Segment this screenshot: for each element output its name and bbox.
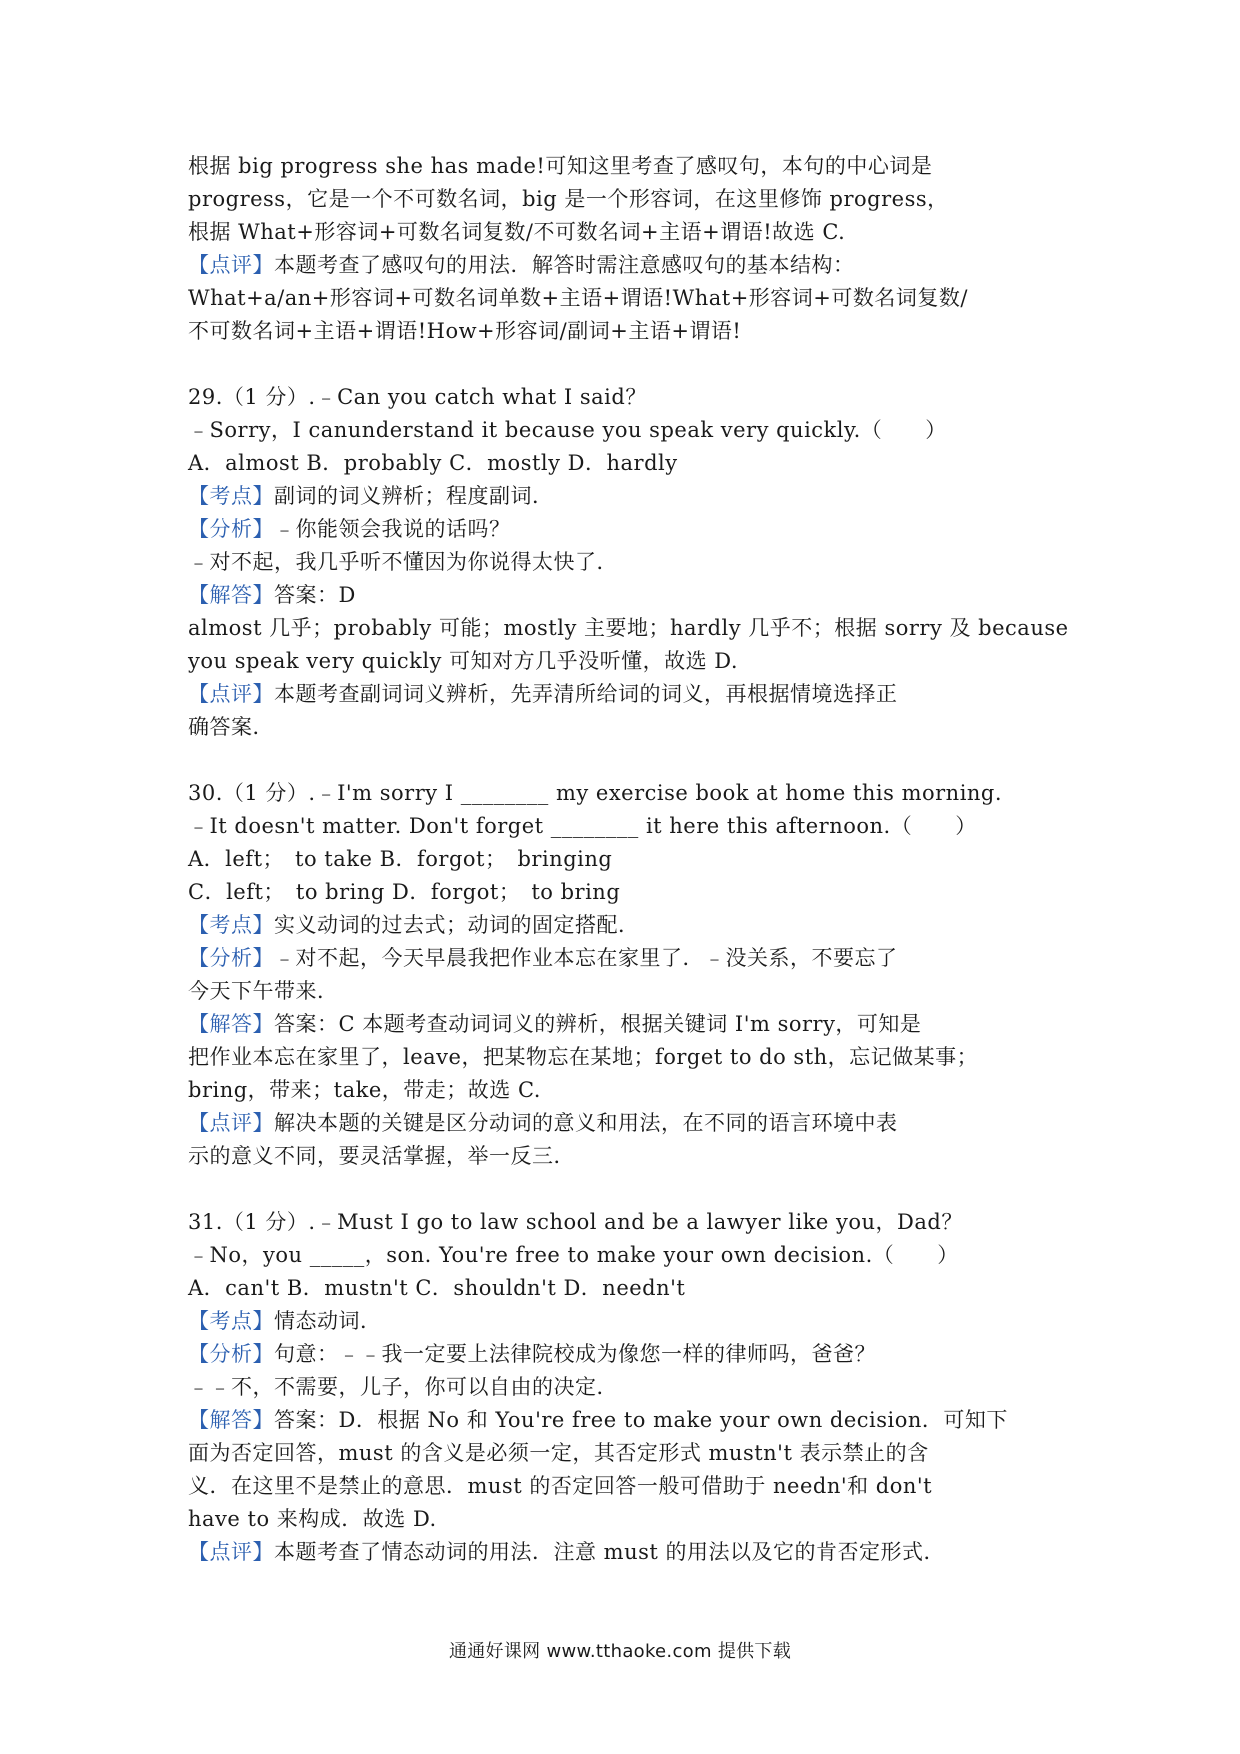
- fenxi-tag: 【分析】: [188, 1342, 274, 1366]
- review-line: 不可数名词+主语+谓语!How+形容词/副词+主语+谓语!: [188, 319, 742, 343]
- jieda-line: [188, 1404, 1068, 1437]
- jieda-tag: 【解答】: [188, 583, 274, 607]
- review-tag: 【点评】: [188, 682, 274, 706]
- fenxi-text: ﹣你能领会我说的话吗？: [274, 517, 511, 541]
- intro-line: 根据 big progress she has made!可知这里考查了感叹句，本句的中心词是: [188, 154, 933, 178]
- review-text: 本题考查了感叹句的用法．解答时需注意感叹句的基本结构：: [274, 253, 855, 277]
- fenxi-line: [188, 513, 1068, 546]
- question-options: A．almost B．probably C．mostly D．hardly: [188, 451, 678, 475]
- review-tag: 【点评】: [188, 253, 274, 277]
- question-stem: 30.（1 分）.﹣I'm sorry I ________ my exercise book at home this morning.: [188, 781, 1003, 805]
- jieda-tag: 【解答】: [188, 1012, 274, 1036]
- review-text: 解决本题的关键是区分动词的意义和用法，在不同的语言环境中表: [274, 1111, 898, 1135]
- fenxi-tag: 【分析】: [188, 517, 274, 541]
- fenxi-line: ﹣对不起，我几乎听不懂因为你说得太快了．: [188, 550, 618, 574]
- fenxi-line: ﹣﹣不，不需要，儿子，你可以自由的决定．: [188, 1375, 618, 1399]
- review-tag: 【点评】: [188, 1111, 274, 1135]
- kaodian-text: 情态动词．: [274, 1309, 382, 1333]
- kaodian-tag: 【考点】: [188, 484, 274, 508]
- review-line: What+a/an+形容词+可数名词单数+主语+谓语!What+形容词+可数名词复数/: [188, 286, 968, 310]
- question-stem: 31.（1 分）.﹣Must I go to law school and be a lawyer like you，Dad？: [188, 1210, 963, 1234]
- jieda-line: you speak very quickly 可知对方几乎没听懂，故选 D.: [188, 649, 739, 673]
- review-line: [188, 1536, 1068, 1569]
- review-line: 示的意义不同，要灵活掌握，举一反三．: [188, 1144, 575, 1168]
- jieda-line: 把作业本忘在家里了，leave，把某物忘在某地；forget to do sth，忘记做某事；: [188, 1045, 979, 1069]
- document-body: [188, 150, 1068, 1569]
- question-stem: ﹣No，you _____，son. You're free to make your own decision.（ ）: [188, 1243, 959, 1267]
- kaodian-tag: 【考点】: [188, 913, 274, 937]
- review-line: [188, 1107, 1068, 1140]
- question-30: [188, 777, 1068, 1173]
- review-line: [188, 249, 1068, 282]
- jieda-line: [188, 579, 1068, 612]
- jieda-line: almost 几乎；probably 可能；mostly 主要地；hardly 几乎不；根据 sorry 及 because: [188, 616, 1069, 640]
- intro-line: 根据 What+形容词+可数名词复数/不可数名词+主语+谓语!故选 C.: [188, 220, 846, 244]
- review-line: 确答案．: [188, 715, 274, 739]
- fenxi-text: ﹣对不起，今天早晨我把作业本忘在家里了．﹣没关系，不要忘了: [274, 946, 898, 970]
- review-tag: 【点评】: [188, 1540, 274, 1564]
- review-text: 本题考查了情态动词的用法．注意 must 的用法以及它的肯否定形式．: [274, 1540, 946, 1564]
- question-31: [188, 1206, 1068, 1569]
- fenxi-line: [188, 1338, 1068, 1371]
- page-footer: 通通好课网 www.tthaoke.com 提供下载: [448, 1641, 792, 1662]
- jieda-line: 面为否定回答，must 的含义是必须一定，其否定形式 mustn't 表示禁止的含: [188, 1441, 929, 1465]
- review-text: 本题考查副词词义辨析，先弄清所给词的词义，再根据情境选择正: [274, 682, 898, 706]
- jieda-tag: 【解答】: [188, 1408, 274, 1432]
- question-stem: 29.（1 分）.﹣Can you catch what I said？: [188, 385, 647, 409]
- jieda-text: 答案：D．根据 No 和 You're free to make your own decision．可知下: [274, 1408, 1008, 1432]
- question-stem: ﹣Sorry，I canunderstand it because you speak very quickly.（ ）: [188, 418, 947, 442]
- jieda-text: 答案：D: [274, 583, 356, 607]
- fenxi-tag: 【分析】: [188, 946, 274, 970]
- intro-line: progress，它是一个不可数名词，big 是一个形容词，在这里修饰 progress，: [188, 187, 949, 211]
- review-line: [188, 678, 1068, 711]
- question-29: [188, 381, 1068, 744]
- jieda-line: [188, 1008, 1068, 1041]
- fenxi-text: 句意：﹣﹣我一定要上法律院校成为像您一样的律师吗，爸爸？: [274, 1342, 876, 1366]
- kaodian-line: [188, 480, 1068, 513]
- fenxi-line: [188, 942, 1068, 975]
- kaodian-tag: 【考点】: [188, 1309, 274, 1333]
- question-options: A．left； to take B．forgot； bringing: [188, 847, 613, 871]
- jieda-line: bring，带来；take，带走；故选 C.: [188, 1078, 541, 1102]
- kaodian-line: [188, 1305, 1068, 1338]
- kaodian-line: [188, 909, 1068, 942]
- question-stem: ﹣It doesn't matter. Don't forget ________ it here this afternoon.（ ）: [188, 814, 977, 838]
- question-options: A．can't B．mustn't C．shouldn't D．needn't: [188, 1276, 686, 1300]
- jieda-line: 义．在这里不是禁止的意思．must 的否定回答一般可借助于 needn'和 don't: [188, 1474, 933, 1498]
- kaodian-text: 副词的词义辨析；程度副词．: [274, 484, 554, 508]
- kaodian-text: 实义动词的过去式；动词的固定搭配．: [274, 913, 640, 937]
- jieda-text: 答案：C 本题考查动词词义的辨析，根据关键词 I'm sorry，可知是: [274, 1012, 922, 1036]
- jieda-line: have to 来构成．故选 D.: [188, 1507, 437, 1531]
- question-options: C．left； to bring D．forgot； to bring: [188, 880, 621, 904]
- fenxi-line: 今天下午带来．: [188, 979, 339, 1003]
